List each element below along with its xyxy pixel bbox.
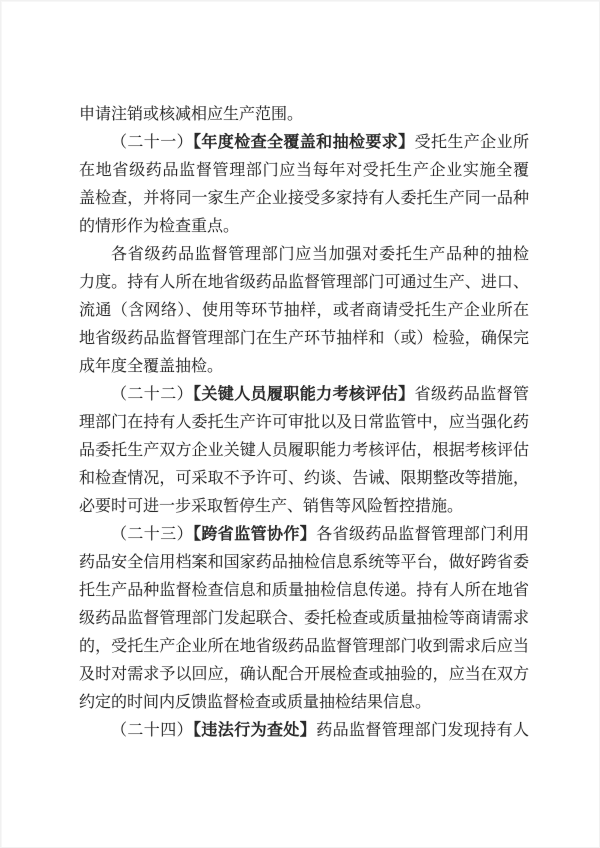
section-heading: 【年度检查全覆盖和抽检要求】 — [193, 134, 415, 151]
text-segment: 和检查情况，可采取不予许可、约谈、告诫、限期整改等措施， — [79, 470, 529, 487]
text-line — [79, 269, 529, 297]
text-line — [79, 297, 529, 325]
text-segment: 成年度全覆盖抽检。 — [79, 358, 224, 375]
text-line — [79, 129, 529, 157]
text-line — [79, 577, 529, 605]
text-line — [79, 353, 529, 381]
text-line — [79, 437, 529, 465]
text-line — [79, 661, 529, 689]
text-segment: （二十三） — [111, 526, 193, 543]
text-line — [79, 633, 529, 661]
text-line — [79, 241, 529, 269]
text-line — [79, 101, 529, 129]
text-line — [79, 157, 529, 185]
text-segment: 力度。持有人所在地省级药品监督管理部门可通过生产、进口、 — [79, 274, 529, 291]
text-segment: 盖检查，并将同一家生产企业接受多家持有人委托生产同一品种 — [79, 190, 529, 207]
text-segment: （二十四） — [111, 722, 193, 739]
text-segment: 申请注销或核减相应生产范围。 — [79, 106, 304, 123]
text-line — [79, 213, 529, 241]
text-segment: 的情形作为检查重点。 — [79, 218, 240, 235]
text-segment: 各省级药品监督管理部门利用 — [316, 526, 529, 543]
text-line — [79, 689, 529, 717]
text-segment: 省级药品监督管 — [414, 386, 529, 403]
document-text-block — [79, 101, 529, 745]
section-heading: 【关键人员履职能力考核评估】 — [193, 386, 415, 403]
text-segment: 的，受托生产企业所在地省级药品监督管理部门收到需求后应当 — [79, 638, 529, 655]
text-segment: 约定的时间内反馈监督检查或质量抽检结果信息。 — [79, 694, 432, 711]
text-segment: 各省级药品监督管理部门应当加强对委托生产品种的抽检 — [111, 246, 529, 263]
text-segment: 及时对需求予以回应，确认配合开展检查或抽验的，应当在双方 — [79, 666, 529, 683]
text-segment: 受托生产企业所 — [414, 134, 529, 151]
text-line — [79, 325, 529, 353]
text-line — [79, 185, 529, 213]
text-line — [79, 381, 529, 409]
text-line — [79, 549, 529, 577]
text-line — [79, 521, 529, 549]
text-line — [79, 409, 529, 437]
text-segment: （二十一） — [111, 134, 193, 151]
text-segment: 在地省级药品监督管理部门应当每年对受托生产企业实施全覆 — [79, 162, 529, 179]
text-line — [79, 605, 529, 633]
text-segment: 级药品监督管理部门发起联合、委托检查或质量抽检等商请需求 — [79, 610, 529, 627]
text-segment: 托生产品种监督检查信息和质量抽检信息传递。持有人所在地省 — [79, 582, 529, 599]
section-heading: 【跨省监管协作】 — [193, 526, 317, 543]
text-segment: 药品监督管理部门发现持有人 — [316, 722, 529, 739]
text-segment: 理部门在持有人委托生产许可审批以及日常监管中，应当强化药 — [79, 414, 529, 431]
text-line — [79, 465, 529, 493]
text-line — [79, 717, 529, 745]
text-segment: 品委托生产双方企业关键人员履职能力考核评估，根据考核评估 — [79, 442, 529, 459]
text-line — [79, 493, 529, 521]
text-segment: （二十二） — [111, 386, 193, 403]
text-segment: 药品安全信用档案和国家药品抽检信息系统等平台，做好跨省委 — [79, 554, 529, 571]
text-segment: 流通（含网络）、使用等环节抽样，或者商请受托生产企业所在 — [79, 302, 529, 319]
section-heading: 【违法行为查处】 — [193, 722, 317, 739]
text-segment: 必要时可进一步采取暂停生产、销售等风险暂控措施。 — [79, 498, 464, 515]
text-segment: 地省级药品监督管理部门在生产环节抽样和（或）检验，确保完 — [79, 330, 529, 347]
